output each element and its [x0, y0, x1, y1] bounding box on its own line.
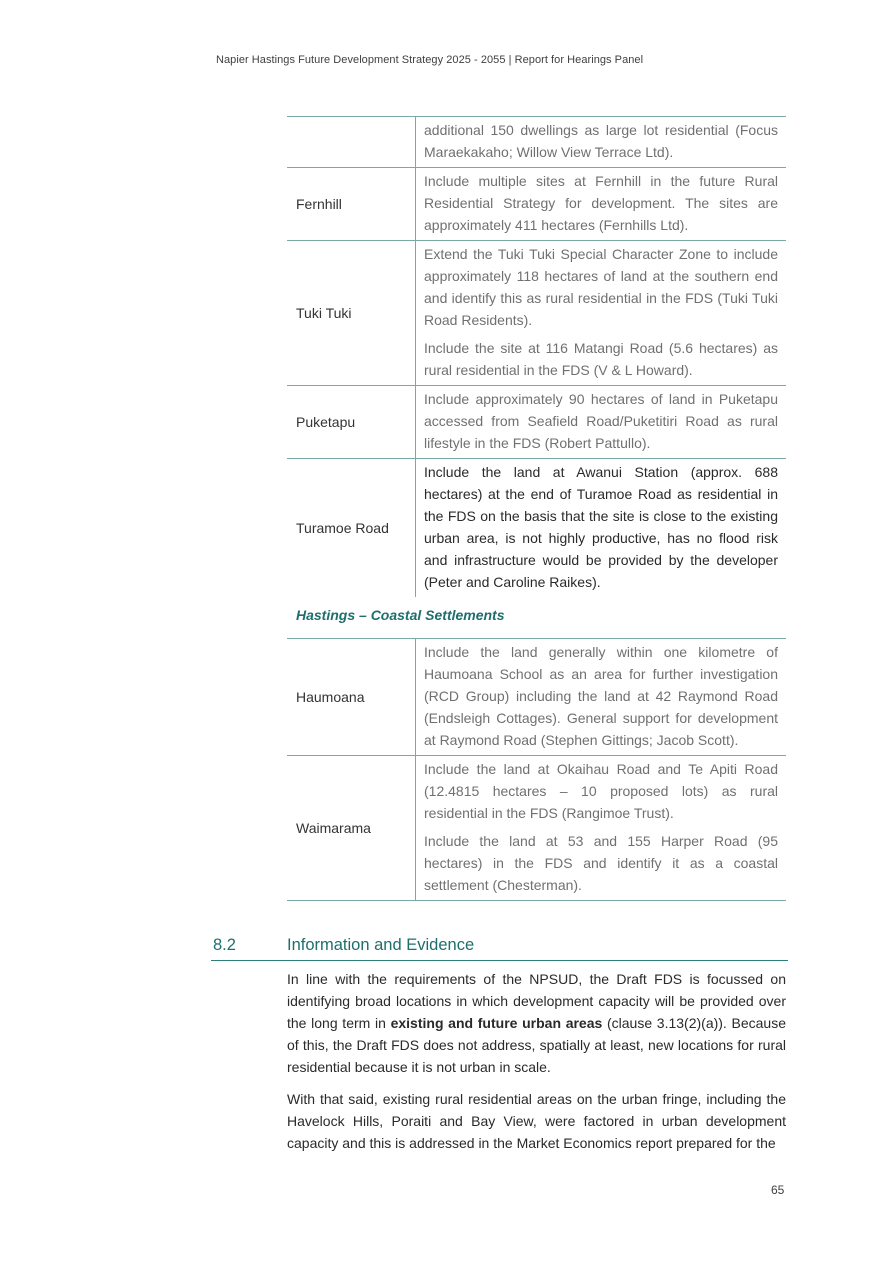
submissions-table-rural	[287, 116, 786, 901]
description-text: Include the land at 53 and 155 Harper Road (95 hectares) in the FDS and identify it as a coastal settlement (Chesterman).	[424, 833, 778, 893]
paragraph-text: (clause 3.13(2)(a)). Because of this, the Draft FDS does not address, spatially at least, new locations for rural residential because it is not urban in scale.	[287, 1015, 786, 1075]
paragraph-text: In line with the requirements of the NPSUD, the Draft FDS is focussed on identifying broad locations in which development capacity will be provided over the long term in	[287, 971, 786, 1031]
description-text: Include approximately 90 hectares of land in Puketapu accessed from Seafield Road/Puketitiri Road as rural lifestyle in the FDS (Robert Pattullo).	[424, 391, 778, 451]
section-row	[287, 597, 786, 639]
section-heading	[211, 934, 788, 961]
place-cell	[287, 117, 416, 168]
description-cell	[416, 756, 787, 901]
page-number: 65	[771, 1183, 785, 1197]
table-row	[287, 756, 786, 901]
place-cell: Puketapu	[287, 386, 416, 459]
table-row	[287, 241, 786, 386]
description-cell	[416, 639, 787, 756]
description-cell	[416, 168, 787, 241]
section-heading-title: Information and Evidence	[287, 936, 475, 954]
description-cell	[416, 241, 787, 386]
place-cell: Turamoe Road	[287, 459, 416, 598]
section-number: 8.2	[213, 936, 236, 954]
place-cell: Waimarama	[287, 756, 416, 901]
emphasis-text: existing and future urban areas	[390, 1015, 603, 1031]
description-cell	[416, 386, 787, 459]
section-title: Hastings – Coastal Settlements	[296, 607, 505, 623]
place-cell: Tuki Tuki	[287, 241, 416, 386]
description-text: Include the land generally within one kilometre of Haumoana School as an area for further investigation (RCD Group) including the land at 42 Raymond Road (Endsleigh Cottages). General support for development at Raymond Road (Stephen Gittings; Jacob Scott).	[424, 644, 778, 748]
place-cell: Fernhill	[287, 168, 416, 241]
paragraph	[287, 968, 786, 1078]
description-text: Include the site at 116 Matangi Road (5.6 hectares) as rural residential in the FDS (V & L Howard).	[424, 340, 778, 378]
description-cell	[416, 459, 787, 598]
description-text: Include the land at Awanui Station (approx. 688 hectares) at the end of Turamoe Road as residential in the FDS on the basis that the site is close to the existing urban area, is not highly productive, has no flood risk and infrastructure would be provided by the developer (Peter and Caroline Raikes).	[424, 464, 778, 590]
table-row	[287, 386, 786, 459]
description-text: Include the land at Okaihau Road and Te Apiti Road (12.4815 hectares – 10 proposed lots) as rural residential in the FDS (Rangimoe Trust).	[424, 761, 778, 821]
table-row	[287, 639, 786, 756]
body-text	[287, 968, 786, 1164]
table-row	[287, 117, 786, 168]
description-text: Include multiple sites at Fernhill in the future Rural Residential Strategy for development. The sites are approximately 411 hectares (Fernhills Ltd).	[424, 173, 778, 233]
description-text: additional 150 dwellings as large lot residential (Focus Maraekakaho; Willow View Terrace Ltd).	[424, 122, 778, 160]
table-row	[287, 168, 786, 241]
place-cell: Haumoana	[287, 639, 416, 756]
table-row	[287, 459, 786, 598]
description-cell	[416, 117, 787, 168]
running-header: Napier Hastings Future Development Strategy 2025 - 2055 | Report for Hearings Panel	[216, 54, 644, 66]
paragraph: With that said, existing rural residential areas on the urban fringe, including the Havelock Hills, Poraiti and Bay View, were factored in urban development capacity and this is addressed in the Market Economics report prepared for the	[287, 1091, 786, 1151]
description-text: Extend the Tuki Tuki Special Character Zone to include approximately 118 hectares of land at the southern end and identify this as rural residential in the FDS (Tuki Tuki Road Residents).	[424, 246, 778, 328]
